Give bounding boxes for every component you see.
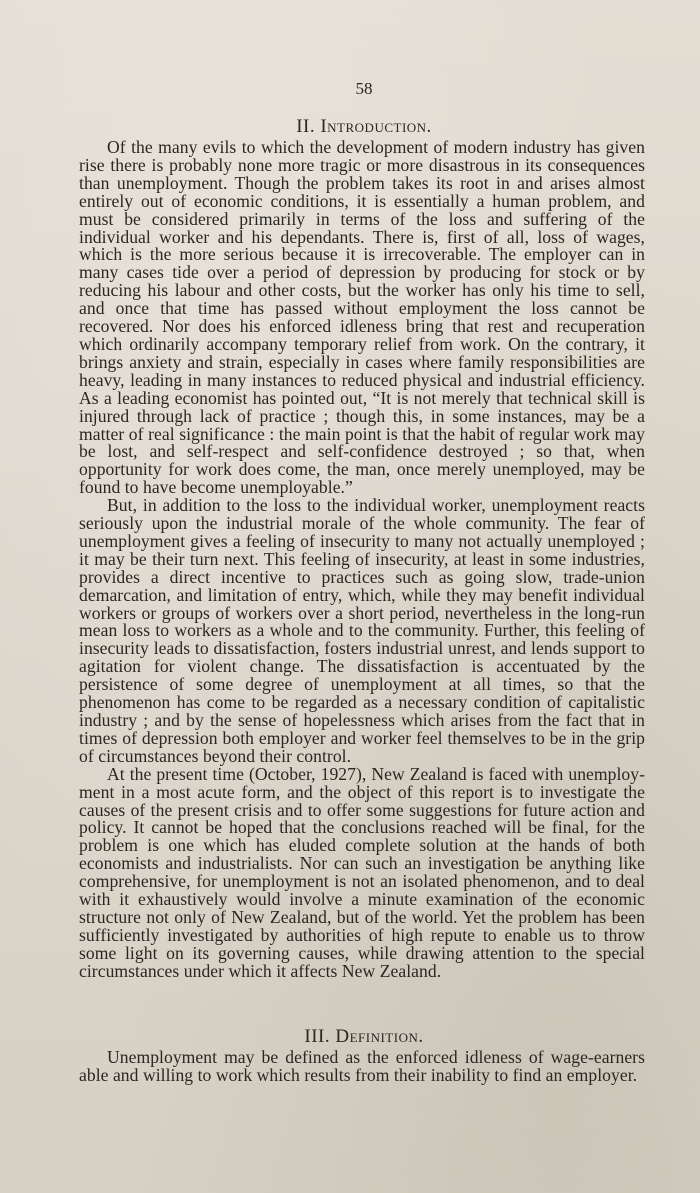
introduction-title: Introduction. bbox=[320, 116, 432, 137]
definition-heading bbox=[0, 1026, 700, 1048]
introduction-paragraph-3: At the present time (October, 1927), New Zealand is faced with unemployment in a most acute form, and the object of this report is to investigate the causes of the present crisis and to offer some suggestions for future action and policy. It cannot be hoped that the conclusions reached will be final, for the problem is one which has eluded complete solution at the hands of both economists and industrialists. Nor can such an investigation be anything like comprehensive, for unemployment is not an isolated phenomenon, and to deal with it exhaustively would involve a minute examination of the economic structure not only of New Zealand, but of the world. Yet the problem has been sufficiently investigated by authorities of high repute to enable us to throw some light on its governing causes, while drawing attention to the special circumstances under which it affects New Zealand. bbox=[79, 763, 645, 981]
page-number: 58 bbox=[355, 79, 373, 98]
introduction-paragraph-1: Of the many evils to which the development of modern industry has given rise there is probably none more tragic or more disastrous in its consequences than unemployment. Though the problem takes its root in and arises almost entirely out of economic conditions, it is essentially a human problem, and must be considered primarily in terms of the loss and suffering of the individual worker and his dependants. There is, first of all, loss of wages, which is the more serious because it is irrecoverable. The employer can in many cases tide over a period of depression by producing for stock or by reducing his labour and other costs, but the worker has only his time to sell, and once that time has passed without employment the loss cannot be recovered. Nor does his enforced idleness bring that rest and recuperation which ordinarily accompany temporary relief from work. On the contrary, it brings anxiety and strain, especially in cases where family responsibilities are heavy, leading in many instances to reduced physical and industrial efficiency. As a leading economist has pointed out, “It is not merely that technical skill is injured through lack of practice ; though this, in some instances, may be a matter of real significance : the main point is that the habit of regular work may be lost, and self-respect and self-confidence destroyed ; so that, when opportunity for work does come, the man, once merely unemployed, may be found to have become unemployable.” bbox=[79, 137, 645, 498]
introduction-paragraph-2: But, in addition to the loss to the individual worker, unemployment reacts seriously upon the industrial morale of the whole community. The fear of unemployment gives a feeling of insecurity to many not actually unemployed ; it may be their turn next. This feeling of insecurity, at least in some industries, provides a direct incentive to practices such as going slow, trade-union demarcation, and limitation of entry, which, while they may benefit individual workers or groups of workers over a short period, nevertheless in the long-run mean loss to workers as a whole and to the community. Further, this feeling of insecurity leads to dissatisfaction, fosters industrial unrest, and lends support to agitation for violent change. The dissatisfaction is accentuated by the persistence of some degree of unemployment at all times, so that the phenomenon has come to be regarded as a necessary condition of capitalistic industry ; and by the sense of hopelessness which arises from the fact that in times of depression both employer and worker feel themselves to be in the grip of circumstances beyond their control. bbox=[79, 495, 645, 766]
definition-paragraph-1: Unemployment may be defined as the enforced idleness of wage-earners able and willing to work which results from their inability to find an employer. bbox=[79, 1047, 645, 1085]
introduction-numeral: II. bbox=[296, 116, 316, 137]
definition-title: Definition. bbox=[335, 1026, 424, 1047]
introduction-heading bbox=[0, 116, 700, 138]
introduction-body bbox=[79, 139, 645, 981]
definition-numeral: III. bbox=[304, 1026, 331, 1047]
definition-body bbox=[79, 1049, 645, 1085]
